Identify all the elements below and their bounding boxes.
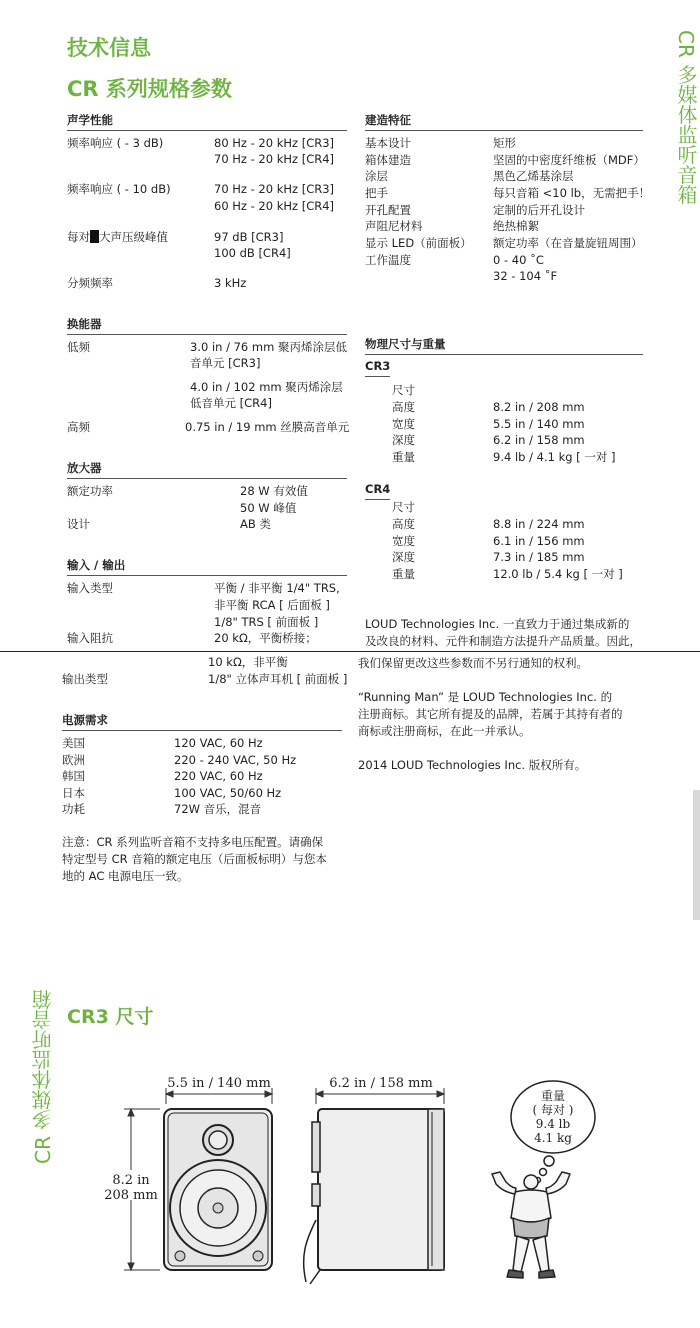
cr3-height-label: 高度 [392,400,415,414]
section-heading-power: 电源需求 [62,713,108,727]
divider [365,499,390,500]
build-label: 箱体建造 [365,153,411,167]
height-dimension-label-mm: 208 mm [104,1188,158,1203]
height-dimension-label-in: 8.2 in [112,1173,150,1188]
divider [67,130,347,131]
legal-line: 注册商标。其它所有提及的品牌，若属于其持有者的 [358,707,623,721]
build-value: 坚固的中密度纤维板（MDF） [493,153,645,167]
spec-value: 0.75 in / 19 mm 丝膜高音单元 [185,420,350,434]
divider [365,354,643,355]
spec-value: 70 Hz - 20 kHz [CR3] [214,182,335,196]
strongman-figure-icon [492,1172,570,1278]
spec-label: 分频频率 [67,276,113,290]
build-value: 绝热棉絮 [493,219,539,233]
divider [67,478,347,479]
build-label: 开孔配置 [365,203,411,217]
cr4-depth-label: 深度 [392,550,415,564]
cr3-dimension-diagram [0,1060,700,1328]
spec-value: 3 kHz [214,276,247,290]
spec-label: 高频 [67,420,90,434]
power-label-eu: 欧洲 [62,753,85,767]
note-line: 特定型号 CR 音箱的额定电压（后面板标明）与您本 [62,852,327,866]
spl-label-part-b: 大声压级峰值 [99,230,168,244]
spec-value: 97 dB [CR3] [214,230,284,244]
divider [67,575,347,576]
speaker-front-view [164,1109,272,1270]
cr3-title: CR3 [365,359,391,373]
section-heading-physical: 物理尺寸与重量 [365,337,446,351]
section-heading-io: 输入 / 输出 [67,558,126,572]
divider [62,730,342,731]
cr4-weight-label: 重量 [392,567,415,581]
page-title: 技术信息 [67,36,151,60]
legal-line: 及改良的材料、元件和制造方法提升产品质量。因此， [365,634,641,648]
spec-value: 4.0 in / 102 mm 聚丙烯涂层 [190,380,343,394]
spec-value: 80 Hz - 20 kHz [CR3] [214,136,335,150]
power-value-jp: 100 VAC, 50/60 Hz [174,786,282,800]
build-value: 黑色乙烯基涂层 [493,169,574,183]
build-label: 显示 LED（前面板） [365,236,472,250]
legal-copyright: 2014 LOUD Technologies Inc. 版权所有。 [358,758,587,772]
section-heading-amplifier: 放大器 [67,461,102,475]
spec-label: 额定功率 [67,484,113,498]
spec-label: 设计 [67,517,90,531]
width-dimension-label: 5.5 in / 140 mm [167,1076,271,1091]
cr3-depth-label: 深度 [392,433,415,447]
build-label: 涂层 [365,169,388,183]
cr4-weight-value: 12.0 lb / 5.4 kg [ 一对 ] [493,567,623,581]
note-line: 注意：CR 系列监听音箱不支持多电压配置。请确保 [62,835,324,849]
cr3-weight-label: 重量 [392,450,415,464]
legal-para-1b: 我们保留更改这些参数而不另行通知的权利。 [358,656,588,670]
page-subtitle: CR 系列规格参数 [67,77,232,101]
spec-value: 非平衡 RCA [ 后面板 ] [214,598,330,612]
spec-value: 100 dB [CR4] [214,246,291,260]
cr4-height-value: 8.8 in / 224 mm [493,517,585,531]
spec-value: 1/8" TRS [ 前面板 ] [214,615,319,629]
spec-value: 音单元 [CR3] [190,356,261,370]
weight-label: 重量 [540,1089,566,1103]
cr4-width-value: 6.1 in / 156 mm [493,534,585,548]
spec-value: AB 类 [240,517,271,531]
section-heading-transducers: 换能器 [67,317,102,331]
spec-value: 20 kΩ，平衡桥接； [214,631,317,645]
spec-label: 频率响应 ( - 3 dB) [67,136,164,150]
side-label-right: CR 多媒体监听音箱 [674,30,698,205]
depth-dimension-label: 6.2 in / 158 mm [329,1076,433,1091]
spec-label: 输入阻抗 [67,631,113,645]
build-value: 0 - 40 ˚C [493,253,544,267]
build-value: 矩形 [493,136,516,150]
divider [67,334,347,335]
build-label: 把手 [365,186,388,200]
legal-line: “Running Man” 是 LOUD Technologies Inc. 的 [358,690,613,704]
cr3-width-value: 5.5 in / 140 mm [493,417,585,431]
build-label: 声阻尼材料 [365,219,423,233]
spec-value: 3.0 in / 76 mm 聚丙烯涂层低 [190,340,347,354]
spec-value: 低音单元 [CR4] [190,396,272,410]
diagram-title: CR3 尺寸 [67,1006,154,1028]
power-note [62,834,327,885]
section-heading-acoustic: 声学性能 [67,113,113,127]
spec-value: 10 kΩ，非平衡 [208,655,288,669]
spec-label: 低频 [67,340,90,354]
weight-lb: 9.4 lb [535,1117,571,1131]
spl-label-part-a: 每对 [67,230,90,244]
weight-per-pair: ( 每对 ) [532,1103,574,1117]
power-value-consumption: 72W 音乐，混音 [174,802,262,816]
section-heading-build: 建造特征 [365,113,411,127]
build-value: 额定功率（在音量旋钮周围） [493,236,643,250]
cr3-width-label: 宽度 [392,417,415,431]
build-value: 每只音箱 <10 lb，无需把手！ [493,186,651,200]
cr4-title: CR4 [365,482,391,496]
power-value-us: 120 VAC, 60 Hz [174,736,263,750]
scrollbar-thumb[interactable] [693,790,700,920]
cr3-weight-value: 9.4 lb / 4.1 kg [ 一对 ] [493,450,616,464]
power-label-consumption: 功耗 [62,802,85,816]
divider [365,376,390,377]
power-label-kr: 韩国 [62,769,85,783]
power-value-eu: 220 - 240 VAC, 50 Hz [174,753,297,767]
weight-kg: 4.1 kg [534,1131,572,1145]
spec-value: 60 Hz - 20 kHz [CR4] [214,199,335,213]
power-label-us: 美国 [62,736,85,750]
power-label-jp: 日本 [62,786,85,800]
cr4-depth-value: 7.3 in / 185 mm [493,550,585,564]
build-label: 工作温度 [365,253,411,267]
power-value-kr: 220 VAC, 60 Hz [174,769,263,783]
cr3-height-value: 8.2 in / 208 mm [493,400,585,414]
spec-label: 频率响应 ( - 10 dB) [67,182,171,196]
spec-value: 平衡 / 非平衡 1/4" TRS, [214,581,340,595]
cr4-width-label: 宽度 [392,534,415,548]
spec-label: 输入类型 [67,581,113,595]
side-label-left: CR 多媒体监听音箱 [31,989,55,1164]
legal-para-1a [365,616,641,650]
spec-value: 50 W 峰值 [240,501,297,515]
spec-value: 1/8" 立体声耳机 [ 前面板 ] [208,672,348,686]
spec-label: 输出类型 [62,672,108,686]
legal-line: 商标或注册商标，在此一并承认。 [358,724,531,738]
speaker-side-view [304,1109,444,1284]
divider [365,130,643,131]
redaction-mark [90,230,99,243]
note-line: 地的 AC 电源电压一致。 [62,869,189,883]
spec-value: 70 Hz - 20 kHz [CR4] [214,152,335,166]
cr4-height-label: 高度 [392,517,415,531]
cr3-depth-value: 6.2 in / 158 mm [493,433,585,447]
cr4-size-label: 尺寸 [392,500,415,514]
legal-para-2 [358,689,623,740]
build-value: 定制的后开孔设计 [493,203,585,217]
cr3-size-label: 尺寸 [392,383,415,397]
page-seam-line [0,651,700,652]
legal-line: LOUD Technologies Inc. 一直致力于通过集成新的 [365,617,630,631]
spec-value: 28 W 有效值 [240,484,308,498]
spec-label-spl [67,229,168,246]
build-label: 基本设计 [365,136,411,150]
build-value-temp-f: 32 - 104 ˚F [493,269,558,283]
